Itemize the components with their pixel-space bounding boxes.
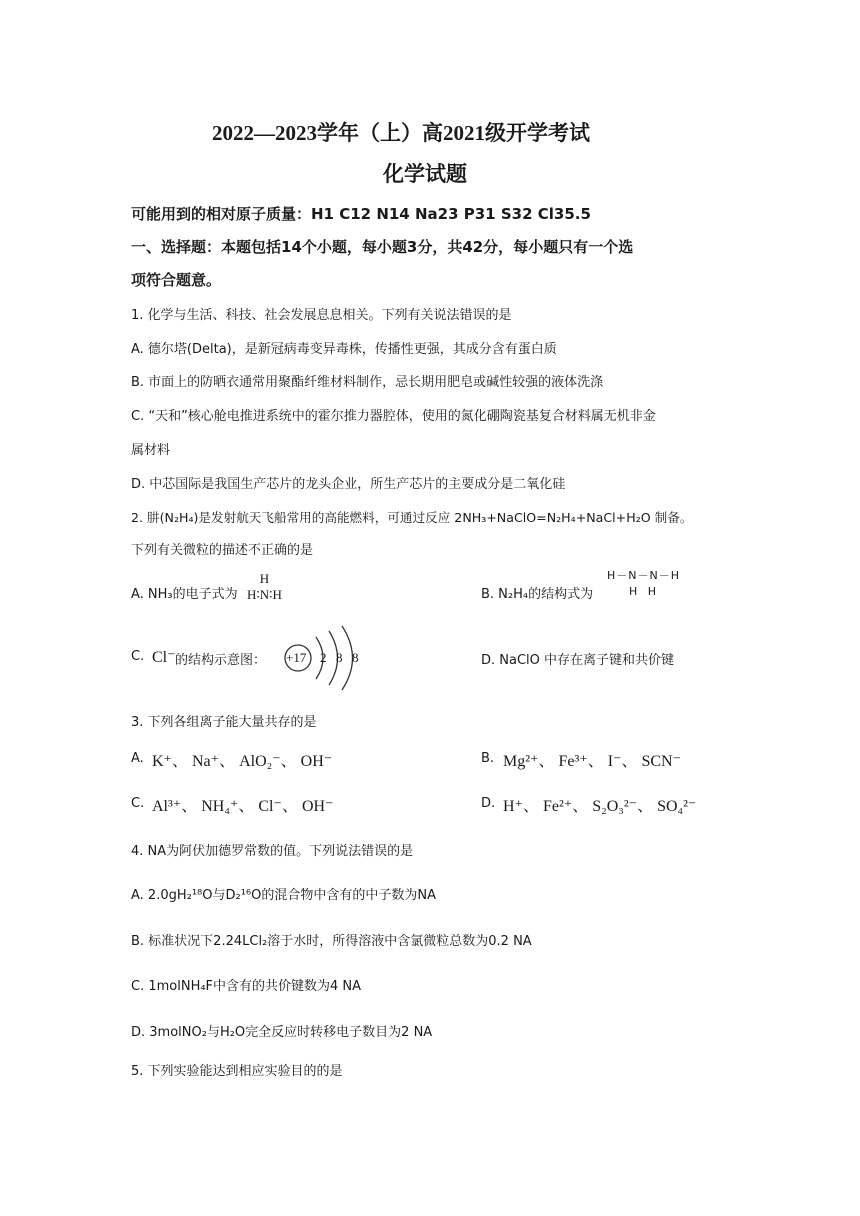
q4-option-b: B. 标准状况下2.24LCl₂溶于水时，所得溶液中含氯微粒总数为0.2 NA: [131, 934, 532, 949]
exam-title: 2022—2023学年（上）高2021级开学考试: [212, 121, 590, 145]
q2-option-c-label: C.: [131, 649, 145, 664]
hydrazine-bottom-h: H H: [629, 585, 657, 598]
exam-subtitle: 化学试题: [383, 162, 467, 186]
q4-stem: 4. NA为阿伏加德罗常数的值。下列说法错误的是: [131, 844, 414, 859]
section-heading-line2: 项符合题意。: [131, 271, 222, 289]
shell-electrons-1: 2: [320, 650, 327, 665]
ammonia-top-h: H: [259, 571, 270, 586]
ammonia-mid: H∶N∶H: [247, 587, 282, 602]
q3-option-c-label: C.: [131, 796, 145, 811]
chloride-ion: Cl⁻: [152, 649, 176, 666]
shell-arc-3: [342, 626, 353, 690]
section-heading-line1: 一、选择题：本题包括14个小题，每小题3分，共42分，每小题只有一个选: [131, 238, 634, 256]
q4-option-a: A. 2.0gH₂¹⁸O与D₂¹⁶O的混合物中含有的中子数为NA: [131, 888, 436, 903]
shell-electrons-3: 8: [352, 650, 359, 665]
q2-option-a: A. NH₃的电子式为: [131, 587, 238, 602]
q2-option-b: B. N₂H₄的结构式为: [481, 587, 594, 602]
q3-option-b-ions: Mg²⁺、 Fe³⁺、 I⁻、 SCN⁻: [503, 753, 682, 770]
q1-option-d: D. 中芯国际是我国生产芯片的龙头企业，所生产芯片的主要成分是二氧化硅: [131, 477, 566, 492]
q1-stem: 1. 化学与生活、科技、社会发展息息相关。下列有关说法错误的是: [131, 308, 512, 323]
q3-option-d-label: D.: [481, 796, 496, 811]
q2-option-c-desc: 的结构示意图：: [175, 653, 267, 668]
q3-option-a-ions: K⁺、 Na⁺、 AlO₂⁻、 OH⁻: [152, 753, 333, 770]
q1-option-c-line2: 属材料: [131, 443, 171, 458]
q5-stem: 5. 下列实验能达到相应实验目的的是: [131, 1064, 343, 1079]
nucleus-charge: +17: [286, 650, 307, 665]
q3-option-d-ions: H⁺、 Fe²⁺、 S₂O₃²⁻、 SO₄²⁻: [503, 798, 697, 815]
q1-option-a: A. 德尔塔(Delta)，是新冠病毒变异毒株，传播性更强，其成分含有蛋白质: [131, 342, 557, 357]
q3-option-a-label: A.: [131, 751, 144, 766]
q2-option-d: D. NaClO 中存在离子键和共价键: [481, 653, 675, 668]
atomic-mass-line: 可能用到的相对原子质量：H1 C12 N14 Na23 P31 S32 Cl35.5: [131, 205, 591, 223]
q2-stem-line2: 下列有关微粒的描述不正确的是: [131, 543, 314, 558]
ammonia-electron-formula: [247, 571, 282, 603]
q2-stem-line1: 2. 肼(N₂H₄)是发射航天飞船常用的高能燃料，可通过反应 2NH₃+NaClO=N₂H₄+NaCl+H₂O 制备。: [131, 510, 693, 525]
hydrazine-chain: H－N－N－H: [607, 569, 680, 582]
q3-option-c-ions: Al³⁺、 NH₄⁺、 Cl⁻、 OH⁻: [152, 798, 334, 815]
q3-stem: 3. 下列各组离子能大量共存的是: [131, 715, 317, 730]
shell-electrons-2: 8: [336, 650, 343, 665]
q1-option-c-line1: C. “天和”核心舱电推进系统中的霍尔推力器腔体，使用的氮化硼陶瓷基复合材料属无机非金: [131, 409, 656, 424]
q1-option-b: B. 市面上的防晒衣通常用聚酯纤维材料制作，忌长期用肥皂或碱性较强的液体洗涤: [131, 375, 604, 390]
q3-option-b-label: B.: [481, 751, 495, 766]
q4-option-c: C. 1molNH₄F中含有的共价键数为4 NA: [131, 979, 362, 994]
hydrazine-structural-formula: [607, 568, 680, 600]
q4-option-d: D. 3molNO₂与H₂O完全反应时转移电子数目为2 NA: [131, 1025, 433, 1040]
